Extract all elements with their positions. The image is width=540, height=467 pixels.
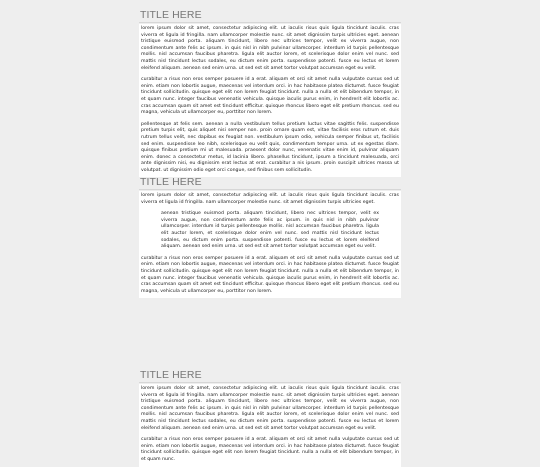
section-title: TITLE HERE — [139, 369, 401, 383]
text-card — [139, 191, 401, 298]
section-title: TITLE HERE — [139, 176, 401, 190]
paragraph: curabitur a risus non eros semper posuere id a erat. aliquam et orci sit amet nulla vulputate cursus sed ut enim. etiam non lobortis augue, maecenas vel interdum orci. in hac habitasse platea dictumst. fusce feugiat tincidunt sollicitudin. quisque eget elit non lorem feugiat tincidunt. nulla a nulla et elit bibendum tempor, in et quam nunc. integer faucibus venenatis vehicula. quisque iaculis purus enim, in hendrerit elit lobortis ac. cras accumsan quam sit amet est tincidunt efficitur. quisque rhoncus libero eget elit pretium rhoncus. sed eu magna, vehicula ut ullamcorper eu, porttitor non lorem. — [141, 77, 399, 116]
indented-paragraph: aenean tristique euismod porta. aliquam tincidunt, libero nec ultrices tempor, velit ex viverra augue, non condimentum ante felis ac ipsum. in quis nisl in nibh pulvinar ullamcorper. interdum id turpis pellentesque mollis. nisl accumsan faucibus pharetra. ligula elit auctor lorem, et scelerisque dolor enim vel nunc. sed mattis nisl tincidunt lectus sodales, eu dictum enim porta. suspendisse potenti. fusce eu lectus et lorem eleifend aliquam. aenean sed enim urna. ut sed est sit amet tortor volutpat accumsan eget eu velit. — [161, 211, 379, 250]
paragraph: curabitur a risus non eros semper posuere id a erat. aliquam et orci sit amet nulla vulputate cursus sed ut enim. etiam non lobortis augue, maecenas vel interdum orci. in hac habitasse platea dictumst. fusce feugiat tincidunt sollicitudin. quisque eget elit non lorem feugiat tincidunt. nulla a nulla et elit bibendum tempor, in et quam nunc. integer faucibus venenatis vehicula. quisque iaculis purus enim, in hendrerit elit lobortis ac. cras accumsan quam sit amet est tincidunt efficitur. quisque rhoncus libero eget elit pretium rhoncus. sed eu magna, vehicula ut ullamcorper eu, porttitor non lorem. — [141, 255, 399, 294]
paragraph: lorem ipsum dolor sit amet, consectetur adipiscing elit. ut iaculis risus quis ligula tincidunt iaculis. cras viverra et ligula id fringilla. nam ullamcorper molestie nunc. sit amet dignissim turpis ultricies eget. aenean tristique euismod porta. aliquam tincidunt, libero nec ultrices tempor, velit ex viverra augue, non condimentum ante felis ac ipsum. in quis nisl in nibh pulvinar ullamcorper. interdum id turpis pellentesque mollis. nisl accumsan faucibus pharetra. ligula elit auctor lorem, et scelerisque dolor enim vel nunc. sed mattis nisl tincidunt lectus sodales, eu dictum enim porta. suspendisse potenti. fusce eu lectus et lorem eleifend aliquam. aenean sed enim urna. ut sed est sit amet tortor volutpat accumsan eget eu velit. — [141, 386, 399, 431]
section-1 — [139, 9, 401, 177]
paragraph: pellentesque at felis sem. aenean a nulla vestibulum tellus pretium luctus vitae sagittis felis. suspendisse pretium turpis elit, quis aliquet nisi semper non. proin ornare quam est, vitae facilisis eros rutrum et. duis rutrum tellus velit, nec dapibus ex feugiat non. vestibulum ipsum odio, vehicula semper finibus ut, facilisis sed enim. suspendisse leo nibh, scelerisque eu velit quis, condimentum tempor urna. ut ex egestas diam. quisque finibus pretium mi ut malesuada. praesent dolor nunc, venenatis vitae enim id, pulvinar aliquam enim. donec a consectetur metus, id lacinia libero. phasellus tincidunt, ipsum a tincidunt malesuada, orci ante dignissim nisi, eu dignissim erat lectus at erat. curabitur a nis ipsum. proin suscipit ultrices massa ut volutpat. ut dignissim odio eget orci congue, sed finibus sem sollicitudin. — [141, 121, 399, 173]
section-2 — [139, 176, 401, 298]
text-card — [139, 24, 401, 177]
content-column — [139, 0, 401, 462]
section-title: TITLE HERE — [139, 9, 401, 23]
text-card — [139, 384, 401, 467]
paragraph: lorem ipsum dolor sit amet, consectetur adipiscing elit. ut iaculis risus quis ligula tincidunt iaculis. cras viverra et ligula id fringilla. nam ullamcorper molestie nunc. sit amet dignissim turpis ultricies eget. aenean tristique euismod porta. aliquam tincidunt, libero nec ultrices tempor, velit ex viverra augue, non condimentum ante felis ac ipsum. in quis nisl in nibh pulvinar ullamcorper. interdum id turpis pellentesque mollis. nisl accumsan faucibus pharetra. ligula elit auctor lorem, et scelerisque dolor enim vel nunc. sed mattis nisl tincidunt lectus sodales, eu dictum enim porta. suspendisse potenti. fusce eu lectus et lorem eleifend aliquam. aenean sed enim urna. ut sed est sit amet tortor volutpat accumsan eget eu velit. — [141, 26, 399, 71]
paragraph: curabitur a risus non eros semper posuere id a erat. aliquam et orci sit amet nulla vulputate cursus sed ut enim. etiam non lobortis augue, maecenas vel interdum orci. in hac habitasse platea dictumst. fusce feugiat tincidunt sollicitudin. quisque eget elit non lorem feugiat tincidunt. nulla a nulla et elit bibendum tempor, in et quam nunc. — [141, 437, 399, 462]
paragraph: lorem ipsum dolor sit amet, consectetur adipiscing elit. ut iaculis risus quis ligula tincidunt iaculis. cras viverra et ligula id fringilla. nam ullamcorper molestie nunc. sit amet dignissim turpis ultricies eget. — [141, 193, 399, 205]
section-3 — [139, 369, 401, 467]
